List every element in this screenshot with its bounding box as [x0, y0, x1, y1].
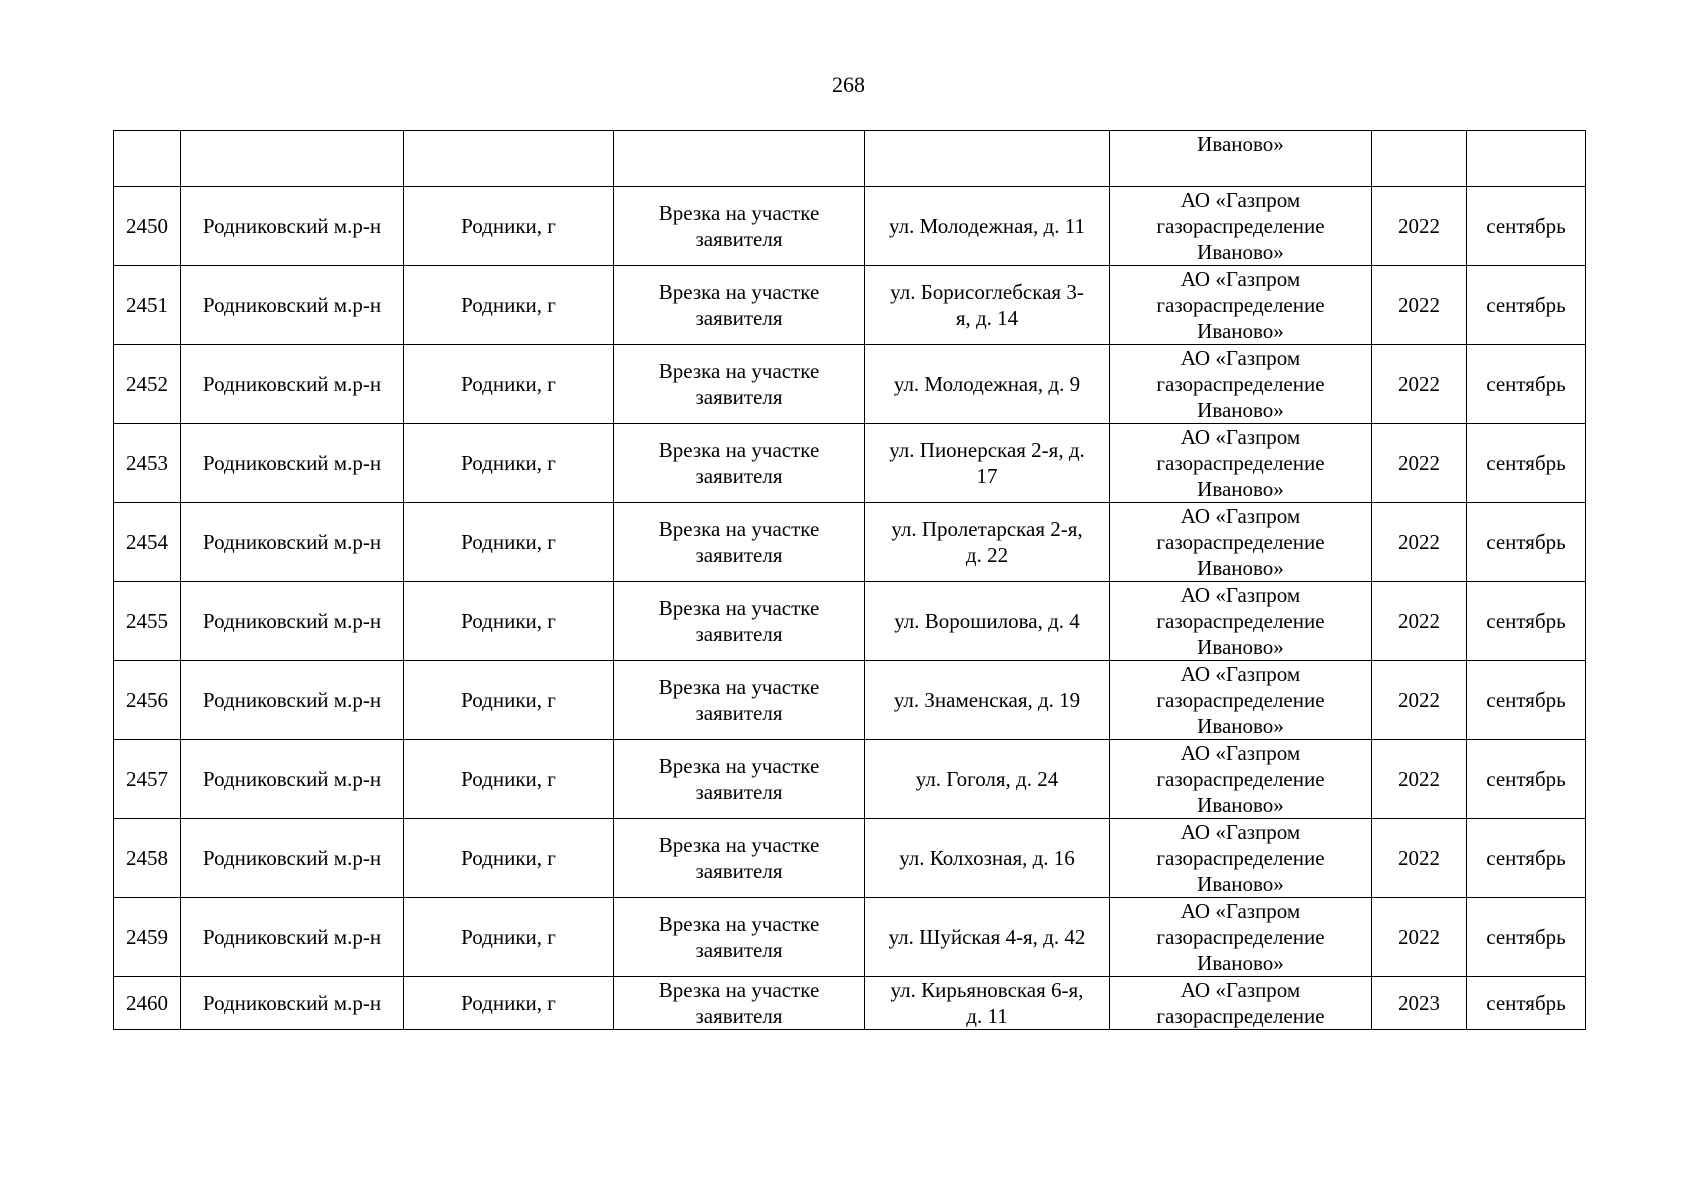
- cell-city: [404, 345, 614, 424]
- year-value: 2022: [1398, 293, 1440, 317]
- work-type-line: Врезка на участке: [658, 280, 820, 304]
- year-value: 2022: [1398, 214, 1440, 238]
- cell-year: [1372, 345, 1467, 424]
- cell-year: [1372, 819, 1467, 898]
- work-type-line: заявителя: [695, 306, 783, 330]
- cell-district: [181, 898, 404, 977]
- cell-city: [404, 898, 614, 977]
- cell-no: [114, 740, 181, 819]
- cell-month: [1467, 187, 1586, 266]
- cell-no: [114, 424, 181, 503]
- cell-city: [404, 187, 614, 266]
- cell-work: [614, 582, 865, 661]
- table-row: [114, 345, 1586, 424]
- district-name: Родниковский м.р-н: [202, 451, 382, 475]
- city-name: Родники, г: [461, 846, 556, 870]
- table-row: [114, 819, 1586, 898]
- cell-address: [865, 345, 1110, 424]
- cell-month: [1467, 345, 1586, 424]
- organization-line: АО «Газпром: [1180, 346, 1301, 370]
- organization-line: Иваново»: [1197, 793, 1284, 817]
- month-value: сентябрь: [1486, 767, 1566, 791]
- table-row: [114, 424, 1586, 503]
- cell-work: [614, 977, 865, 1030]
- work-type-line: заявителя: [695, 543, 783, 567]
- address-line: ул. Гоголя, д. 24: [915, 767, 1059, 791]
- city-name: Родники, г: [461, 609, 556, 633]
- cell-district: [181, 187, 404, 266]
- cell-address: [865, 898, 1110, 977]
- organization-line: газораспределение: [1156, 451, 1325, 475]
- address-line: я, д. 14: [955, 306, 1019, 330]
- table-body: [114, 131, 1586, 1030]
- cell-no: [114, 503, 181, 582]
- cell-no: [114, 131, 181, 187]
- cell-month: [1467, 266, 1586, 345]
- cell-organization: [1110, 582, 1372, 661]
- cell-month: [1467, 582, 1586, 661]
- cell-year: [1372, 582, 1467, 661]
- cell-organization: [1110, 740, 1372, 819]
- district-name: Родниковский м.р-н: [202, 767, 382, 791]
- row-number: 2455: [126, 609, 168, 633]
- work-type-line: заявителя: [695, 227, 783, 251]
- city-name: Родники, г: [461, 688, 556, 712]
- organization-line: Иваново»: [1197, 635, 1284, 659]
- organization-line: Иваново»: [1197, 319, 1284, 343]
- cell-address: [865, 977, 1110, 1030]
- cell-city: [404, 503, 614, 582]
- organization-line: АО «Газпром: [1180, 583, 1301, 607]
- cell-year: [1372, 187, 1467, 266]
- cell-month: [1467, 503, 1586, 582]
- table-row: [114, 187, 1586, 266]
- cell-organization: [1110, 977, 1372, 1030]
- table-row: [114, 582, 1586, 661]
- cell-address: [865, 266, 1110, 345]
- organization-line: Иваново»: [1197, 132, 1284, 156]
- cell-district: [181, 131, 404, 187]
- cell-month: [1467, 131, 1586, 187]
- work-type-line: Врезка на участке: [658, 912, 820, 936]
- year-value: 2022: [1398, 688, 1440, 712]
- cell-organization: [1110, 898, 1372, 977]
- page-number: 268: [832, 72, 865, 97]
- year-value: 2022: [1398, 925, 1440, 949]
- district-name: Родниковский м.р-н: [202, 214, 382, 238]
- organization-line: Иваново»: [1197, 951, 1284, 975]
- organization-line: газораспределение: [1156, 846, 1325, 870]
- organization-line: газораспределение: [1156, 293, 1325, 317]
- organization-line: газораспределение: [1156, 609, 1325, 633]
- work-type-line: Врезка на участке: [658, 833, 820, 857]
- organization-line: Иваново»: [1197, 240, 1284, 264]
- month-value: сентябрь: [1486, 846, 1566, 870]
- cell-city: [404, 661, 614, 740]
- organization-line: Иваново»: [1197, 398, 1284, 422]
- organization-line: газораспределение: [1156, 925, 1325, 949]
- city-name: Родники, г: [461, 214, 556, 238]
- cell-organization: [1110, 266, 1372, 345]
- cell-district: [181, 582, 404, 661]
- address-line: ул. Молодежная, д. 9: [893, 372, 1081, 396]
- organization-line: Иваново»: [1197, 714, 1284, 738]
- address-line: ул. Молодежная, д. 11: [889, 214, 1085, 238]
- cell-district: [181, 661, 404, 740]
- cell-year: [1372, 131, 1467, 187]
- cell-year: [1372, 740, 1467, 819]
- work-type-line: Врезка на участке: [658, 201, 820, 225]
- table-row: [114, 740, 1586, 819]
- cell-work: [614, 187, 865, 266]
- year-value: 2023: [1398, 991, 1440, 1015]
- month-value: сентябрь: [1486, 991, 1566, 1015]
- cell-address: [865, 661, 1110, 740]
- address-line: ул. Пролетарская 2-я,: [891, 517, 1083, 541]
- gasification-schedule-table: [113, 130, 1586, 1030]
- year-value: 2022: [1398, 530, 1440, 554]
- address-line: ул. Кирьяновская 6-я,: [890, 978, 1084, 1002]
- row-number: 2457: [126, 767, 168, 791]
- table-row: [114, 898, 1586, 977]
- cell-organization: [1110, 819, 1372, 898]
- cell-district: [181, 819, 404, 898]
- district-name: Родниковский м.р-н: [202, 688, 382, 712]
- city-name: Родники, г: [461, 293, 556, 317]
- district-name: Родниковский м.р-н: [202, 372, 382, 396]
- cell-no: [114, 819, 181, 898]
- city-name: Родники, г: [461, 767, 556, 791]
- work-type-line: Врезка на участке: [658, 359, 820, 383]
- cell-city: [404, 977, 614, 1030]
- cell-no: [114, 661, 181, 740]
- cell-address: [865, 503, 1110, 582]
- organization-line: газораспределение: [1156, 688, 1325, 712]
- organization-line: АО «Газпром: [1180, 820, 1301, 844]
- month-value: сентябрь: [1486, 609, 1566, 633]
- year-value: 2022: [1398, 767, 1440, 791]
- cell-month: [1467, 661, 1586, 740]
- address-line: ул. Ворошилова, д. 4: [894, 609, 1080, 633]
- table-row: [114, 977, 1586, 1030]
- organization-line: газораспределение: [1156, 372, 1325, 396]
- work-type-line: Врезка на участке: [658, 517, 820, 541]
- cell-year: [1372, 898, 1467, 977]
- month-value: сентябрь: [1486, 293, 1566, 317]
- organization-line: газораспределение: [1156, 530, 1325, 554]
- row-number: 2458: [126, 846, 168, 870]
- organization-line: газораспределение: [1156, 214, 1325, 238]
- work-type-line: Врезка на участке: [658, 978, 820, 1002]
- cell-work: [614, 661, 865, 740]
- year-value: 2022: [1398, 372, 1440, 396]
- cell-work: [614, 131, 865, 187]
- cell-work: [614, 819, 865, 898]
- row-number: 2459: [126, 925, 168, 949]
- address-line: ул. Колхозная, д. 16: [899, 846, 1075, 870]
- cell-address: [865, 819, 1110, 898]
- cell-month: [1467, 898, 1586, 977]
- address-line: ул. Шуйская 4-я, д. 42: [888, 925, 1086, 949]
- cell-year: [1372, 661, 1467, 740]
- work-type-line: заявителя: [695, 385, 783, 409]
- cell-year: [1372, 266, 1467, 345]
- cell-address: [865, 582, 1110, 661]
- table-row: [114, 503, 1586, 582]
- year-value: 2022: [1398, 846, 1440, 870]
- cell-year: [1372, 977, 1467, 1030]
- cell-organization: [1110, 661, 1372, 740]
- cell-city: [404, 582, 614, 661]
- work-type-line: заявителя: [695, 464, 783, 488]
- cell-organization: [1110, 503, 1372, 582]
- cell-address: [865, 740, 1110, 819]
- cell-district: [181, 345, 404, 424]
- continuation-row: [114, 131, 1586, 187]
- organization-line: АО «Газпром: [1180, 504, 1301, 528]
- city-name: Родники, г: [461, 991, 556, 1015]
- cell-work: [614, 424, 865, 503]
- table-row: [114, 266, 1586, 345]
- cell-no: [114, 898, 181, 977]
- month-value: сентябрь: [1486, 925, 1566, 949]
- organization-line: Иваново»: [1197, 872, 1284, 896]
- work-type-line: заявителя: [695, 701, 783, 725]
- cell-no: [114, 977, 181, 1030]
- row-number: 2452: [126, 372, 168, 396]
- cell-district: [181, 503, 404, 582]
- row-number: 2451: [126, 293, 168, 317]
- cell-district: [181, 424, 404, 503]
- cell-district: [181, 977, 404, 1030]
- cell-work: [614, 266, 865, 345]
- year-value: 2022: [1398, 609, 1440, 633]
- district-name: Родниковский м.р-н: [202, 609, 382, 633]
- organization-line: АО «Газпром: [1180, 662, 1301, 686]
- address-line: д. 22: [965, 543, 1009, 567]
- cell-work: [614, 740, 865, 819]
- district-name: Родниковский м.р-н: [202, 846, 382, 870]
- cell-year: [1372, 424, 1467, 503]
- month-value: сентябрь: [1486, 372, 1566, 396]
- organization-line: АО «Газпром: [1180, 741, 1301, 765]
- cell-work: [614, 345, 865, 424]
- organization-line: АО «Газпром: [1180, 978, 1301, 1002]
- month-value: сентябрь: [1486, 530, 1566, 554]
- row-number: 2460: [126, 991, 168, 1015]
- city-name: Родники, г: [461, 925, 556, 949]
- organization-line: АО «Газпром: [1180, 267, 1301, 291]
- cell-month: [1467, 740, 1586, 819]
- row-number: 2454: [126, 530, 168, 554]
- cell-address: [865, 187, 1110, 266]
- work-type-line: Врезка на участке: [658, 754, 820, 778]
- cell-city: [404, 819, 614, 898]
- organization-line: Иваново»: [1197, 477, 1284, 501]
- row-number: 2453: [126, 451, 168, 475]
- row-number: 2456: [126, 688, 168, 712]
- month-value: сентябрь: [1486, 688, 1566, 712]
- month-value: сентябрь: [1486, 214, 1566, 238]
- year-value: 2022: [1398, 451, 1440, 475]
- district-name: Родниковский м.р-н: [202, 530, 382, 554]
- organization-line: газораспределение: [1156, 767, 1325, 791]
- cell-month: [1467, 819, 1586, 898]
- organization-line: газораспределение: [1156, 1004, 1325, 1028]
- cell-district: [181, 740, 404, 819]
- cell-city: [404, 424, 614, 503]
- cell-organization: [1110, 424, 1372, 503]
- row-number: 2450: [126, 214, 168, 238]
- cell-address: [865, 131, 1110, 187]
- cell-no: [114, 187, 181, 266]
- work-type-line: Врезка на участке: [658, 675, 820, 699]
- work-type-line: Врезка на участке: [658, 596, 820, 620]
- city-name: Родники, г: [461, 372, 556, 396]
- cell-city: [404, 131, 614, 187]
- cell-address: [865, 424, 1110, 503]
- district-name: Родниковский м.р-н: [202, 991, 382, 1015]
- month-value: сентябрь: [1486, 451, 1566, 475]
- cell-organization: [1110, 345, 1372, 424]
- cell-work: [614, 503, 865, 582]
- organization-line: АО «Газпром: [1180, 899, 1301, 923]
- work-type-line: заявителя: [695, 780, 783, 804]
- cell-no: [114, 266, 181, 345]
- cell-district: [181, 266, 404, 345]
- city-name: Родники, г: [461, 530, 556, 554]
- cell-month: [1467, 977, 1586, 1030]
- cell-organization: [1110, 187, 1372, 266]
- cell-city: [404, 266, 614, 345]
- district-name: Родниковский м.р-н: [202, 925, 382, 949]
- work-type-line: заявителя: [695, 1004, 783, 1028]
- cell-month: [1467, 424, 1586, 503]
- cell-city: [404, 740, 614, 819]
- organization-line: АО «Газпром: [1180, 188, 1301, 212]
- table-row: [114, 661, 1586, 740]
- address-line: ул. Пионерская 2-я, д.: [889, 438, 1085, 462]
- work-type-line: заявителя: [695, 859, 783, 883]
- work-type-line: заявителя: [695, 938, 783, 962]
- cell-year: [1372, 503, 1467, 582]
- work-type-line: заявителя: [695, 622, 783, 646]
- work-type-line: Врезка на участке: [658, 438, 820, 462]
- cell-organization: [1110, 131, 1372, 187]
- cell-work: [614, 898, 865, 977]
- address-line: д. 11: [966, 1004, 1008, 1028]
- cell-no: [114, 582, 181, 661]
- cell-no: [114, 345, 181, 424]
- organization-line: АО «Газпром: [1180, 425, 1301, 449]
- city-name: Родники, г: [461, 451, 556, 475]
- organization-line: Иваново»: [1197, 556, 1284, 580]
- address-line: ул. Борисоглебская 3-: [890, 280, 1084, 304]
- address-line: 17: [976, 464, 998, 488]
- district-name: Родниковский м.р-н: [202, 293, 382, 317]
- address-line: ул. Знаменская, д. 19: [893, 688, 1081, 712]
